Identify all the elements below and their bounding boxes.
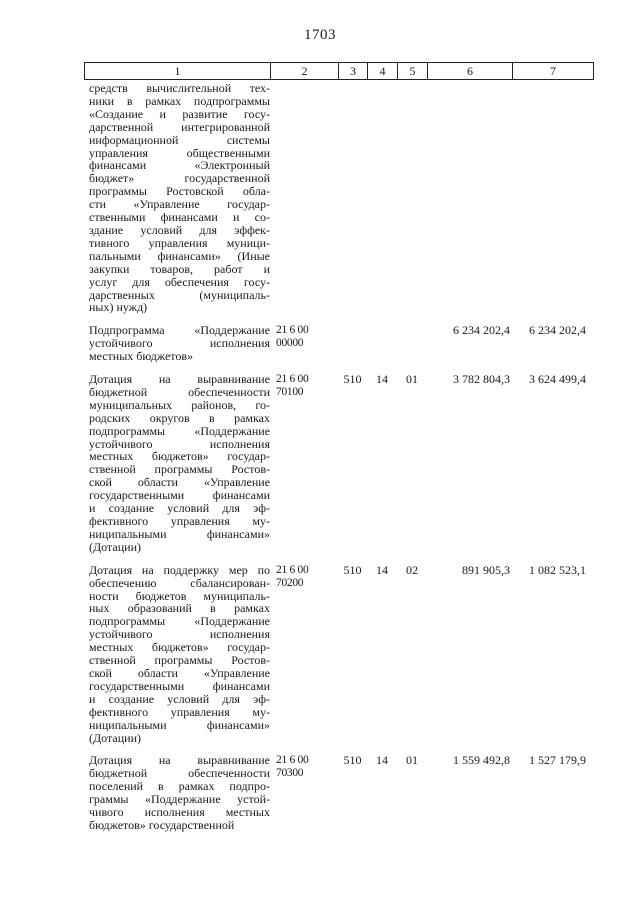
column-header-1: 1 bbox=[85, 63, 271, 79]
description-line: ных) нужд) bbox=[89, 300, 148, 315]
description-line: Дотация на поддержку мер по bbox=[89, 562, 270, 577]
description-line: родских округов в рамках bbox=[89, 410, 270, 425]
description-line: государственными финансами bbox=[89, 678, 270, 693]
description-line: обеспечению сбалансирован- bbox=[89, 575, 270, 590]
target-code bbox=[270, 82, 338, 314]
description-line: устойчивого исполнения bbox=[89, 336, 270, 351]
target-code: 21 6 00 70300 bbox=[276, 754, 309, 780]
description-line: ственной программы Ростов- bbox=[89, 462, 270, 477]
table-body bbox=[84, 82, 594, 842]
row-description bbox=[84, 754, 270, 831]
description-line: местных бюджетов» bbox=[89, 349, 194, 364]
table-row bbox=[84, 564, 594, 745]
description-line: ниципальными финансами» bbox=[89, 717, 270, 732]
row-description bbox=[84, 564, 270, 745]
amount-year-1: 6 234 202,4 bbox=[453, 323, 510, 338]
section: 14 bbox=[376, 753, 388, 768]
column-header-7: 7 bbox=[550, 64, 556, 78]
amount-year-2: 1 082 523,1 bbox=[529, 562, 586, 577]
table-row bbox=[84, 82, 594, 314]
row-description bbox=[84, 373, 270, 554]
column-header-2: 2 bbox=[271, 63, 339, 79]
expense-type bbox=[338, 82, 367, 314]
amount-year-2: 6 234 202,4 bbox=[529, 323, 586, 338]
subsection: 02 bbox=[406, 562, 418, 577]
description-line: и создание условий для эф- bbox=[89, 501, 270, 516]
description-line: бюджетной обеспеченности bbox=[89, 766, 270, 781]
amount-year-1: 3 782 804,3 bbox=[453, 372, 510, 387]
description-line: услуг для обеспечения госу- bbox=[89, 274, 270, 289]
subsection: 01 bbox=[406, 753, 418, 768]
description-line: местных бюджетов» государ- bbox=[89, 449, 270, 464]
description-line: программы Ростовской обла- bbox=[89, 184, 270, 199]
description-line: «Создание и развитие госу- bbox=[89, 106, 270, 121]
amount-year-1: 1 559 492,8 bbox=[453, 753, 510, 768]
description-line: бюджетов» государственной bbox=[89, 817, 235, 832]
description-line: Дотация на выравнивание bbox=[89, 372, 270, 387]
description-line: ности бюджетов муниципаль- bbox=[89, 588, 270, 603]
section: 14 bbox=[376, 372, 388, 387]
description-line: и создание условий для эф- bbox=[89, 691, 270, 706]
row-description bbox=[84, 82, 270, 314]
description-line: бюджет» государственной bbox=[89, 171, 270, 186]
description-line: закупки товаров, работ и bbox=[89, 261, 270, 276]
amount-year-2: 3 624 499,4 bbox=[529, 372, 586, 387]
description-line: Подпрограмма «Поддержание bbox=[89, 323, 270, 338]
description-line: ской области «Управление bbox=[89, 665, 270, 680]
description-line: ники в рамках подпрограммы bbox=[89, 93, 270, 108]
subsection bbox=[397, 82, 427, 314]
description-line: ственной программы Ростов- bbox=[89, 653, 270, 668]
amount-year-2 bbox=[512, 82, 592, 314]
description-line: устойчивого исполнения bbox=[89, 436, 270, 451]
amount-year-1 bbox=[427, 82, 512, 314]
expense-type bbox=[338, 324, 367, 363]
description-line: фективного управления му- bbox=[89, 514, 270, 528]
description-line: дарственных (муниципаль- bbox=[89, 287, 270, 302]
table-row bbox=[84, 373, 594, 554]
target-code: 21 6 00 70100 bbox=[276, 373, 309, 398]
description-line: ской области «Управление bbox=[89, 475, 270, 490]
section bbox=[367, 82, 397, 314]
amount-year-2: 1 527 179,9 bbox=[529, 753, 586, 768]
description-line: бюджетной обеспеченности bbox=[89, 384, 270, 399]
description-line: финансами «Электронный bbox=[89, 158, 270, 173]
expense-type: 510 bbox=[343, 562, 362, 577]
row-description bbox=[84, 324, 270, 363]
description-line: подпрограммы «Поддержание bbox=[89, 423, 270, 438]
description-line: ных образований в рамках bbox=[89, 601, 270, 616]
description-line: устойчивого исполнения bbox=[89, 627, 270, 642]
description-line: информационной системы bbox=[89, 132, 270, 147]
description-line: (Дотации) bbox=[89, 730, 142, 745]
target-code: 21 6 00 70200 bbox=[276, 563, 309, 589]
expense-type: 510 bbox=[343, 372, 362, 387]
description-line: чивого исполнения местных bbox=[89, 805, 270, 820]
description-line: сти «Управление государ- bbox=[89, 197, 270, 212]
page-number: 1703 bbox=[304, 27, 336, 43]
description-line: ственными финансами и со- bbox=[89, 210, 270, 225]
description-line: фективного управления му- bbox=[89, 704, 270, 719]
description-line: муниципальных районов, го- bbox=[89, 397, 270, 412]
column-header-6: 6 bbox=[428, 63, 513, 79]
description-line: ниципальными финансами» bbox=[89, 526, 270, 541]
description-line: местных бюджетов» государ- bbox=[89, 640, 270, 655]
section bbox=[367, 324, 397, 363]
description-line: поселений в рамках подпро- bbox=[89, 779, 270, 794]
description-line: тивного управления муници- bbox=[89, 235, 270, 250]
description-line: здание условий для эффек- bbox=[89, 222, 270, 237]
description-line: пальными финансами» (Иные bbox=[89, 248, 270, 263]
description-line: государственными финансами bbox=[89, 488, 270, 503]
table-row bbox=[84, 324, 594, 363]
description-line: подпрограммы «Поддержание bbox=[89, 614, 270, 629]
column-header-3: 3 bbox=[339, 63, 368, 79]
subsection: 01 bbox=[406, 372, 418, 387]
description-line: средств вычислительной тех- bbox=[89, 81, 270, 95]
amount-year-1: 891 905,3 bbox=[462, 562, 510, 577]
description-line: дарственной интегрированной bbox=[89, 119, 270, 134]
table-row bbox=[84, 754, 594, 831]
target-code: 21 6 00 00000 bbox=[276, 324, 309, 350]
expense-type: 510 bbox=[343, 753, 362, 768]
table-header-row bbox=[84, 62, 594, 80]
description-line: (Дотации) bbox=[89, 539, 142, 554]
section: 14 bbox=[376, 562, 388, 577]
subsection bbox=[397, 324, 427, 363]
description-line: граммы «Поддержание устой- bbox=[89, 792, 270, 807]
column-header-4: 4 bbox=[368, 63, 398, 79]
description-line: управления общественными bbox=[89, 145, 270, 160]
description-line: Дотация на выравнивание bbox=[89, 753, 270, 768]
column-header-5: 5 bbox=[398, 63, 428, 79]
